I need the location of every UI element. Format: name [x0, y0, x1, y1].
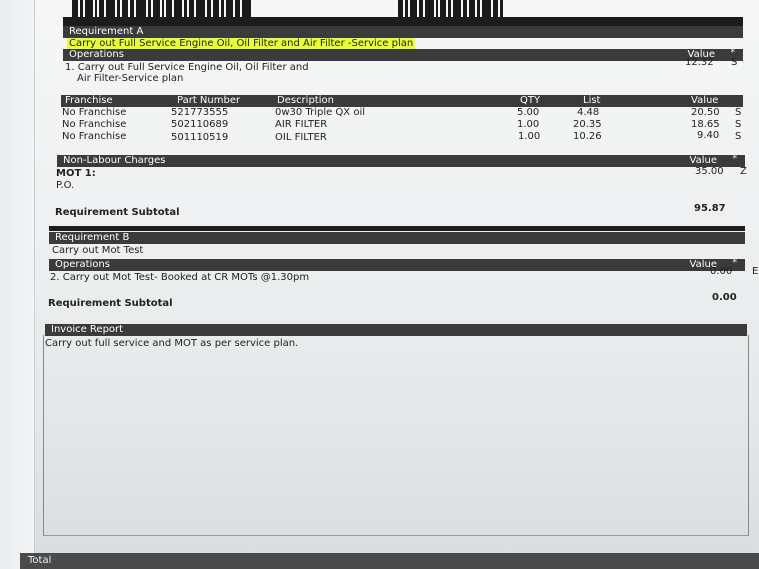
- top-rule: [63, 17, 743, 26]
- row-3-code: S: [735, 131, 742, 142]
- requirement-a-subtotal-value: 95.87: [694, 203, 726, 214]
- row-2-franchise: No Franchise: [62, 119, 127, 130]
- row-2-value: 18.65: [691, 119, 720, 130]
- row-3-qty: 1.00: [518, 131, 541, 142]
- mot-label: MOT 1:: [56, 168, 96, 179]
- row-1-list: 4.48: [577, 107, 600, 118]
- row-2-qty: 1.00: [517, 119, 540, 130]
- row-1-part-number: 521773555: [171, 107, 229, 118]
- non-labour-label: Non-Labour Charges: [63, 155, 166, 166]
- requirement-b-header-label: Requirement B: [55, 232, 130, 243]
- col-list: List: [583, 95, 601, 106]
- star-non-labour: *: [732, 154, 737, 164]
- row-3-list: 10.26: [573, 131, 602, 142]
- star-a: *: [730, 48, 735, 58]
- col-description: Description: [277, 95, 334, 106]
- requirement-b-header: [49, 232, 745, 244]
- total-bar: [20, 553, 759, 569]
- col-franchise: Franchise: [65, 95, 113, 106]
- non-labour-charges-bar: [57, 155, 745, 167]
- requirement-b-subtotal-label: Requirement Subtotal: [48, 298, 173, 309]
- row-1-franchise: No Franchise: [62, 107, 127, 118]
- invoice-report-label: Invoice Report: [51, 324, 124, 335]
- row-3-description: OIL FILTER: [275, 132, 327, 143]
- value-label-non-labour: Value: [689, 155, 717, 166]
- mot-value: 35.00: [695, 166, 724, 177]
- requirement-b-title: Carry out Mot Test: [52, 245, 144, 256]
- operations-label-a: Operations: [69, 49, 124, 60]
- parts-table-header: [61, 95, 743, 107]
- requirement-b-subtotal-value: 0.00: [712, 292, 737, 303]
- total-label: Total: [28, 555, 52, 566]
- col-part-number: Part Number: [177, 95, 241, 106]
- mot-code: Z: [740, 166, 747, 177]
- requirement-a-subtotal-label: Requirement Subtotal: [55, 207, 180, 218]
- row-1-description: 0w30 Triple QX oil: [275, 107, 366, 118]
- operation-line-b: 2. Carry out Mot Test- Booked at CR MOTs @1.30pm: [50, 272, 310, 283]
- operation-code-b: E: [752, 266, 759, 277]
- operation-code-a: S: [731, 57, 738, 68]
- paper-edge: [0, 0, 35, 569]
- row-1-qty: 5.00: [517, 107, 540, 118]
- operations-label-b: Operations: [55, 259, 110, 270]
- operation-line-a-2: Air Filter-Service plan: [77, 73, 184, 84]
- operation-value-a: 12.32: [685, 57, 714, 68]
- requirement-a-header-label: Requirement A: [69, 26, 144, 37]
- invoice-report-box: [43, 335, 749, 536]
- requirement-b-operations-bar: [49, 259, 745, 271]
- row-3-franchise: No Franchise: [62, 131, 127, 142]
- row-3-part-number: 501110519: [171, 132, 229, 143]
- col-value: Value: [691, 95, 719, 106]
- row-3-value: 9.40: [697, 130, 720, 141]
- requirement-a-operations-bar: [63, 49, 743, 61]
- row-1-value: 20.50: [691, 107, 720, 118]
- row-2-code: S: [735, 119, 742, 130]
- rule-before-b: [49, 226, 745, 231]
- requirement-a-title-highlight: Carry out Full Service Engine Oil, Oil Filter and Air Filter -Service plan: [69, 38, 414, 49]
- row-2-description: AIR FILTER: [275, 119, 328, 130]
- star-b: *: [732, 258, 737, 268]
- requirement-a-header: [63, 26, 743, 38]
- invoice-report-text: Carry out full service and MOT as per service plan.: [45, 338, 299, 349]
- col-qty: QTY: [520, 95, 541, 106]
- value-label-a: Value: [687, 49, 715, 60]
- row-2-part-number: 502110689: [171, 119, 229, 130]
- operation-line-a-1: 1. Carry out Full Service Engine Oil, Oil Filter and: [65, 62, 309, 73]
- po-label: P.O.: [56, 180, 75, 191]
- value-label-b: Value: [689, 259, 717, 270]
- operation-value-b: 0.00: [710, 266, 733, 277]
- row-2-list: 20.35: [573, 119, 602, 130]
- row-1-code: S: [735, 107, 742, 118]
